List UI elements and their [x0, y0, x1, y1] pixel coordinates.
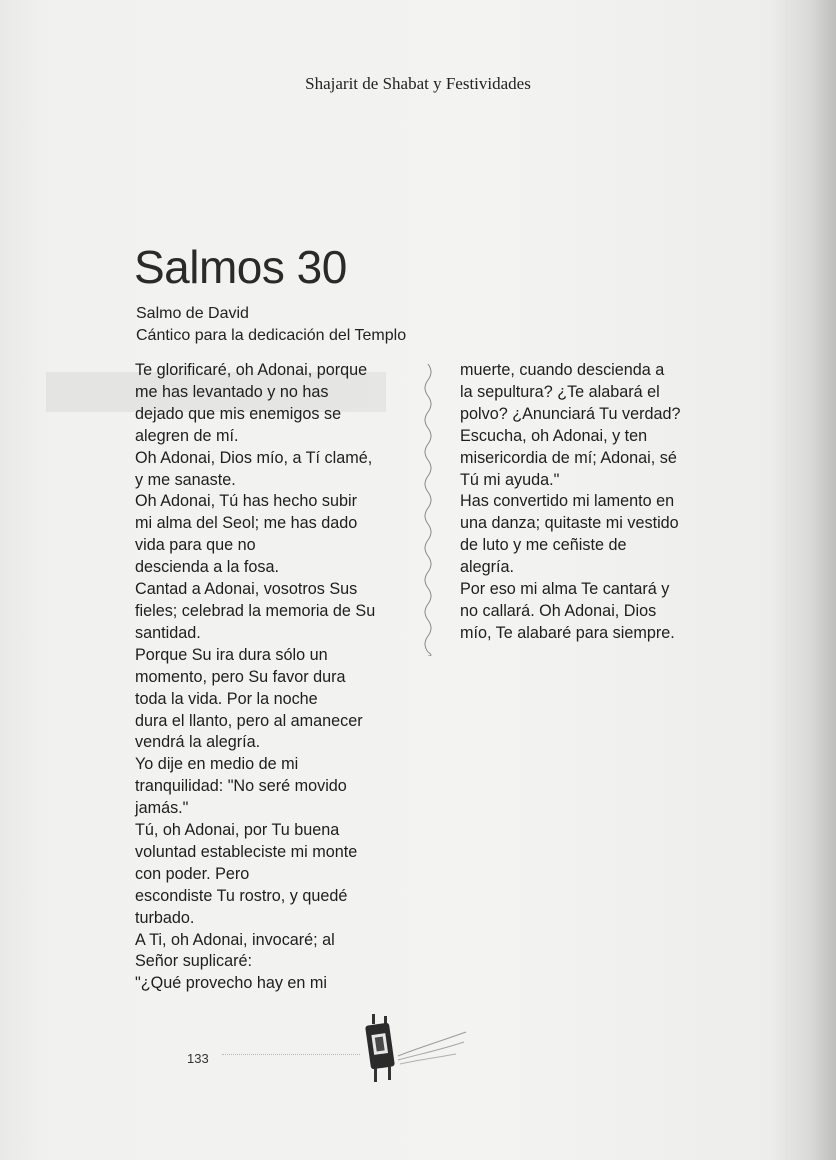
- text-line: Señor suplicaré:: [135, 952, 252, 971]
- text-line: dura el llanto, pero al amanecer: [135, 711, 363, 730]
- psalm-subtitle: [136, 303, 406, 347]
- text-line: vida para que no: [135, 536, 256, 555]
- text-line: muerte, cuando descienda a: [460, 361, 665, 379]
- text-line: Cantad a Adonai, vosotros Sus: [135, 580, 358, 599]
- text-line: Por eso mi alma Te cantará y: [460, 580, 670, 599]
- torah-scroll-icon: [358, 1012, 470, 1092]
- text-line: me has levantado y no has: [135, 382, 329, 401]
- text-line: y me sanaste.: [135, 470, 236, 489]
- text-line: alegría.: [460, 558, 514, 577]
- text-line: tranquilidad: "No seré movido: [135, 777, 347, 796]
- running-header: Shajarit de Shabat y Festividades: [305, 74, 531, 93]
- text-line: Yo dije en medio de mi: [135, 755, 299, 774]
- text-line: Porque Su ira dura sólo un: [135, 645, 328, 664]
- subtitle-line: Salmo de David: [136, 305, 249, 322]
- text-line: vendrá la alegría.: [135, 733, 261, 752]
- text-line: "¿Qué provecho hay en mi: [135, 974, 327, 993]
- text-line: dejado que mis enemigos se: [135, 404, 342, 423]
- footer-rule: [222, 1054, 360, 1055]
- text-line: misericordia de mí; Adonai, sé: [460, 448, 677, 467]
- text-line: Oh Adonai, Tú has hecho subir: [135, 492, 357, 511]
- text-line: turbado.: [135, 908, 195, 927]
- text-line: mío, Te alabaré para siempre.: [460, 623, 675, 642]
- text-line: Tú mi ayuda.": [460, 470, 560, 489]
- text-line: Oh Adonai, Dios mío, a Tí clamé,: [135, 448, 373, 467]
- text-line: Escucha, oh Adonai, y ten: [460, 426, 648, 445]
- text-line: jamás.": [135, 799, 189, 818]
- text-column-right: [460, 360, 720, 645]
- text-line: descienda a la fosa.: [135, 558, 279, 577]
- text-line: Has convertido mi lamento en: [460, 492, 675, 511]
- text-line: voluntad estableciste mi monte: [135, 842, 358, 861]
- text-line: Te glorificaré, oh Adonai, porque: [135, 361, 368, 379]
- text-column-left: [135, 360, 410, 995]
- text-line: con poder. Pero: [135, 864, 250, 883]
- text-line: escondiste Tu rostro, y quedé: [135, 886, 348, 905]
- text-line: la sepultura? ¿Te alabará el: [460, 382, 660, 401]
- text-line: A Ti, oh Adonai, invocaré; al: [135, 930, 335, 949]
- page-number: 133: [187, 1051, 209, 1066]
- text-line: no callará. Oh Adonai, Dios: [460, 601, 657, 620]
- text-line: de luto y me ceñiste de: [460, 536, 627, 555]
- text-line: toda la vida. Por la noche: [135, 689, 318, 708]
- text-line: polvo? ¿Anunciará Tu verdad?: [460, 404, 681, 423]
- text-line: santidad.: [135, 623, 201, 642]
- text-line: fieles; celebrad la memoria de Su: [135, 601, 376, 620]
- subtitle-line: Cántico para la dedicación del Templo: [136, 327, 407, 344]
- column-divider: [418, 364, 438, 656]
- text-line: mi alma del Seol; me has dado: [135, 514, 358, 533]
- text-line: alegren de mí.: [135, 426, 239, 445]
- text-line: Tú, oh Adonai, por Tu buena: [135, 821, 340, 840]
- text-line: momento, pero Su favor dura: [135, 667, 346, 686]
- psalm-title: Salmos 30: [134, 241, 347, 293]
- text-line: una danza; quitaste mi vestido: [460, 514, 679, 533]
